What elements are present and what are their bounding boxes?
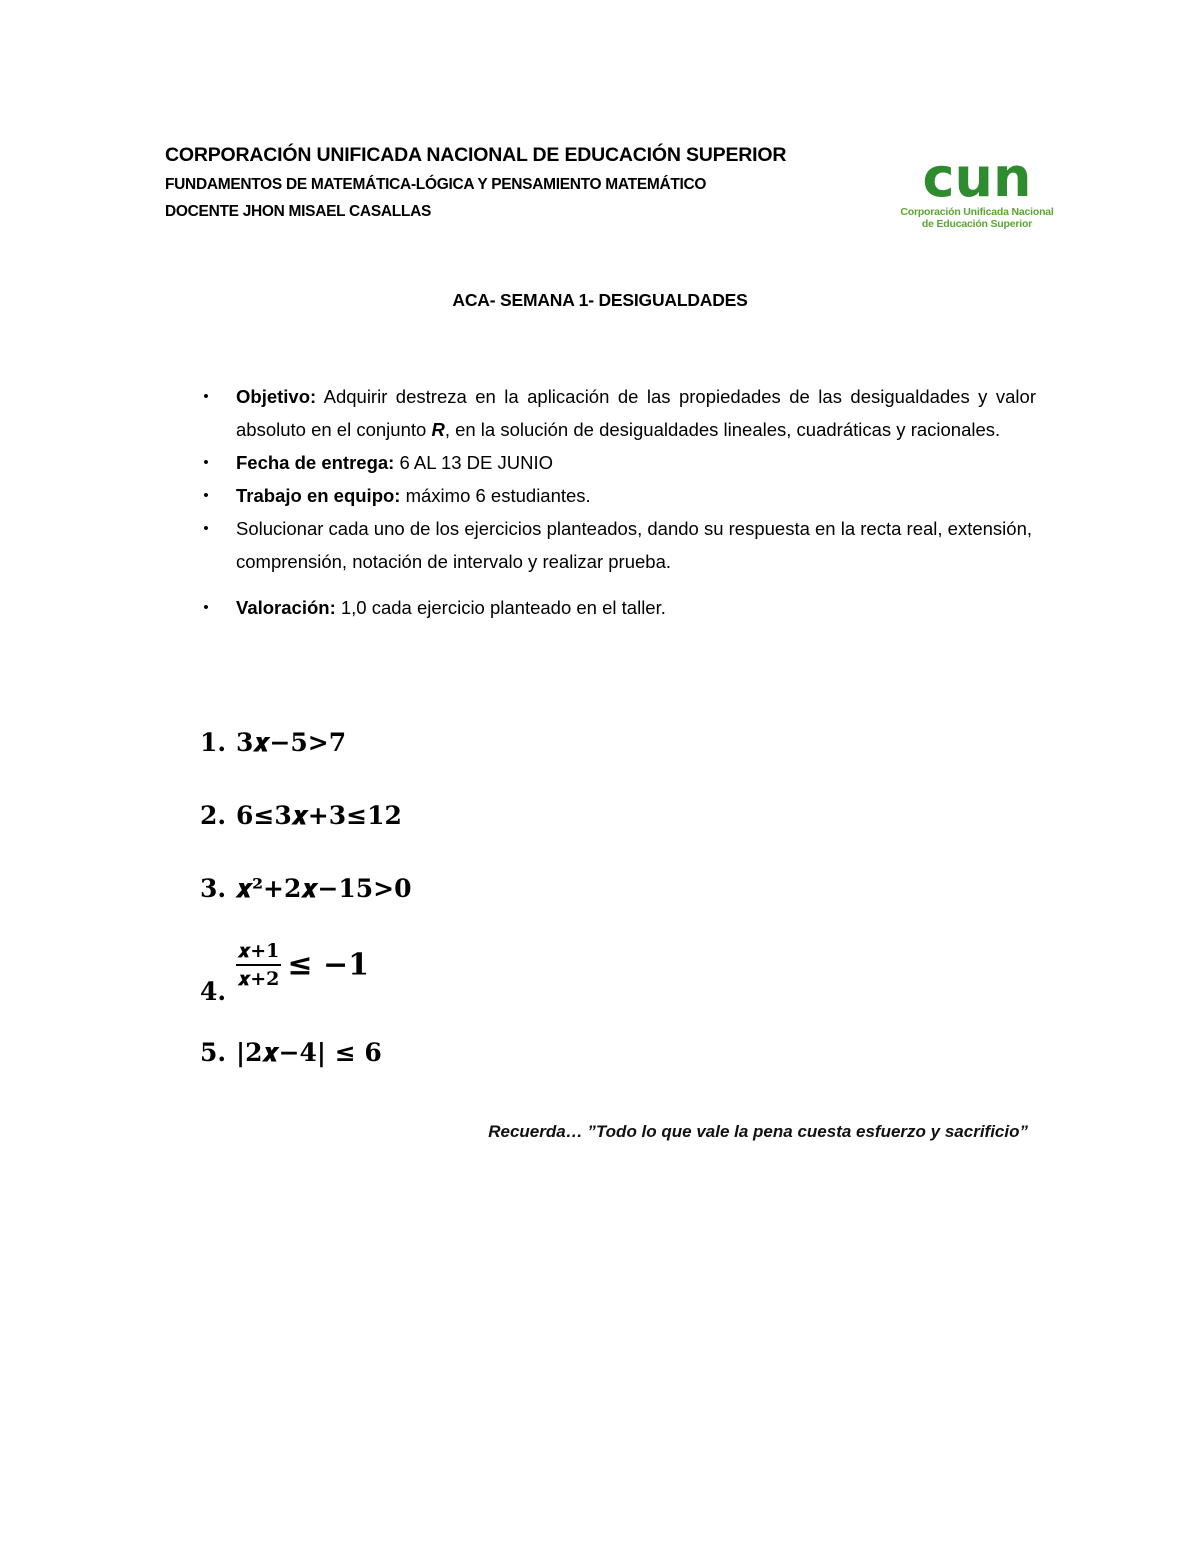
exercise-expression: 6≤3𝒙+3≤12 — [236, 801, 402, 830]
objetivo-set-symbol: R — [431, 419, 445, 440]
exercise-fraction — [236, 940, 281, 990]
bullet-objetivo — [200, 380, 1036, 446]
trabajo-text: máximo 6 estudiantes. — [400, 485, 591, 506]
bullet-dot-icon: • — [203, 388, 209, 405]
exercise-1 — [200, 728, 346, 758]
fecha-label: Fecha de entrega: — [236, 452, 395, 473]
exercise-2 — [200, 801, 402, 831]
objetivo-text-a: Adquirir destreza en la aplicación de las propiedades de las desigualdades y valor absoluto en el conjunto — [236, 386, 1036, 440]
exercise-number: 4. — [200, 976, 227, 1006]
bullet-dot-icon: • — [203, 454, 209, 471]
closing-quote: Recuerda… ”Todo lo que vale la pena cuesta esfuerzo y sacrificio” — [488, 1122, 1028, 1141]
logo-caption-line2: de Educación Superior — [921, 218, 1033, 230]
valoracion-text: 1,0 cada ejercicio planteado en el taller. — [335, 597, 666, 618]
exercise-expression: 𝒙²+2𝒙−15>0 — [236, 874, 412, 903]
exercise-expression: |2𝒙−4| ≤ 6 — [236, 1038, 382, 1067]
bullet-dot-icon: • — [203, 520, 209, 537]
teacher-name: DOCENTE JHON MISAEL CASALLAS — [165, 203, 432, 220]
solucionar-text: Solucionar cada uno de los ejercicios planteados, dando su respuesta en la recta real, extensión, comprensión, notación de intervalo y realizar prueba. — [236, 518, 1033, 572]
cun-logo-wordmark: cun — [922, 150, 1032, 206]
bullet-trabajo — [200, 479, 1036, 512]
exercise-number: 2. — [200, 801, 227, 830]
bullet-dot-icon: • — [203, 487, 209, 504]
exercise-5 — [200, 1038, 382, 1068]
course-name: FUNDAMENTOS DE MATEMÁTICA-LÓGICA Y PENSAMIENTO MATEMÁTICO — [165, 176, 707, 193]
cun-logo-mark — [896, 150, 1058, 206]
exercise-rhs: ≤ −1 — [287, 947, 369, 983]
bullet-valoracion — [200, 591, 1036, 624]
institution-name: CORPORACIÓN UNIFICADA NACIONAL DE EDUCACIÓN SUPERIOR — [165, 144, 787, 166]
exercise-number: 5. — [200, 1038, 227, 1067]
bullet-dot-icon: • — [203, 599, 209, 616]
exercise-number: 1. — [200, 728, 227, 757]
instructions-list — [200, 380, 1036, 624]
cun-logo — [896, 150, 1058, 232]
bullet-fecha — [200, 446, 1036, 479]
fraction-denominator: 𝒙+2 — [238, 968, 280, 990]
fraction-numerator: 𝒙+1 — [236, 940, 281, 966]
logo-caption-line1: Corporación Unificada Nacional — [900, 206, 1054, 218]
exercise-expression: 3𝒙−5>7 — [236, 728, 347, 757]
objetivo-label: Objetivo: — [236, 386, 317, 407]
exercise-number: 3. — [200, 874, 227, 903]
objetivo-text-b: , en la solución de desigualdades lineales, cuadráticas y racionales. — [444, 419, 1001, 440]
bullet-solucionar — [200, 512, 1036, 578]
fecha-text: 6 AL 13 DE JUNIO — [394, 452, 554, 473]
valoracion-label: Valoración: — [236, 597, 336, 618]
exercise-3 — [200, 874, 412, 904]
trabajo-label: Trabajo en equipo: — [236, 485, 401, 506]
document-title: ACA- SEMANA 1- DESIGUALDADES — [452, 290, 748, 310]
exercise-4 — [200, 940, 369, 1006]
